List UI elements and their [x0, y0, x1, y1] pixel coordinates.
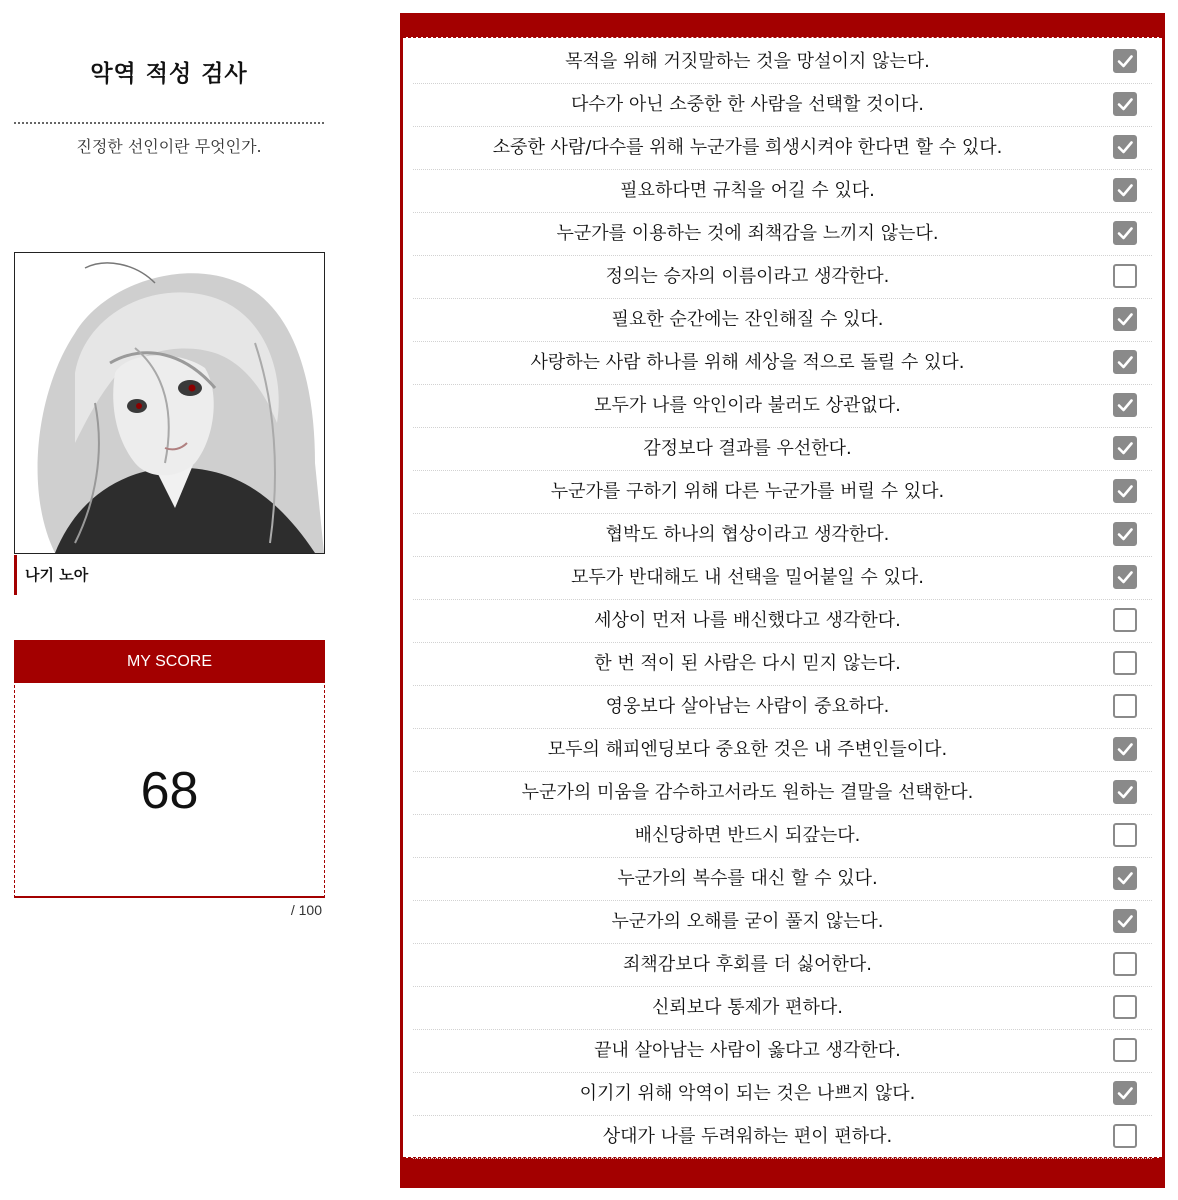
question-text: 소중한 사람/다수를 위해 누군가를 희생시켜야 한다면 할 수 있다. — [492, 137, 1003, 158]
question-row — [413, 814, 1152, 858]
checkmark-icon — [1116, 52, 1134, 70]
checkmark-icon — [1116, 740, 1134, 758]
question-checkbox[interactable] — [1113, 307, 1137, 331]
question-checkbox[interactable] — [1113, 737, 1137, 761]
question-text: 목적을 위해 거짓말하는 것을 망설이지 않는다. — [565, 51, 930, 72]
question-checkbox[interactable] — [1113, 92, 1137, 116]
score-value: 68 — [140, 762, 199, 820]
page-title: 악역 적성 검사 — [90, 60, 248, 87]
question-row — [413, 427, 1152, 471]
question-row — [413, 298, 1152, 342]
question-text: 한 번 적이 된 사람은 다시 믿지 않는다. — [594, 653, 901, 674]
checkmark-icon — [1116, 525, 1134, 543]
checkmark-icon — [1116, 181, 1134, 199]
question-row — [413, 900, 1152, 944]
question-checkbox[interactable] — [1113, 608, 1137, 632]
question-checkbox[interactable] — [1113, 651, 1137, 675]
question-text: 다수가 아닌 소중한 한 사람을 선택할 것이다. — [570, 94, 925, 115]
question-checkbox[interactable] — [1113, 866, 1137, 890]
question-row — [413, 771, 1152, 815]
question-text: 필요하다면 규칙을 어길 수 있다. — [620, 180, 875, 201]
question-text: 신뢰보다 통제가 편하다. — [651, 997, 844, 1018]
question-checkbox[interactable] — [1113, 1081, 1137, 1105]
checkmark-icon — [1116, 783, 1134, 801]
question-text: 배신당하면 반드시 되갚는다. — [634, 825, 861, 846]
question-row — [413, 599, 1152, 643]
checkmark-icon — [1116, 912, 1134, 930]
checkmark-icon — [1116, 138, 1134, 156]
checklist-body — [403, 37, 1162, 1158]
question-text: 정의는 승자의 이름이라고 생각한다. — [605, 266, 890, 287]
question-row — [413, 212, 1152, 256]
question-checkbox[interactable] — [1113, 522, 1137, 546]
question-row — [413, 255, 1152, 299]
question-checkbox[interactable] — [1113, 264, 1137, 288]
question-checkbox[interactable] — [1113, 350, 1137, 374]
question-text: 필요한 순간에는 잔인해질 수 있다. — [611, 309, 884, 330]
question-checkbox[interactable] — [1113, 135, 1137, 159]
question-checkbox[interactable] — [1113, 221, 1137, 245]
question-text: 죄책감보다 후회를 더 싫어한다. — [623, 954, 872, 975]
score-label: MY SCORE — [14, 640, 325, 683]
question-checkbox[interactable] — [1113, 1038, 1137, 1062]
page-subtitle: 진정한 선인이란 무엇인가. — [76, 137, 262, 156]
question-row — [413, 341, 1152, 385]
character-portrait — [14, 252, 325, 554]
checkmark-icon — [1116, 568, 1134, 586]
question-checkbox[interactable] — [1113, 178, 1137, 202]
question-checkbox[interactable] — [1113, 479, 1137, 503]
question-text: 모두의 해피엔딩보다 중요한 것은 내 주변인들이다. — [547, 739, 948, 760]
title-divider — [14, 122, 324, 124]
checkmark-icon — [1116, 396, 1134, 414]
question-row — [413, 126, 1152, 170]
question-row — [413, 943, 1152, 987]
question-text: 누군가의 오해를 굳이 풀지 않는다. — [611, 911, 884, 932]
question-row — [413, 513, 1152, 557]
question-row — [413, 83, 1152, 127]
checkmark-icon — [1116, 869, 1134, 887]
question-checkbox[interactable] — [1113, 1124, 1137, 1148]
question-checkbox[interactable] — [1113, 995, 1137, 1019]
question-text: 이기기 위해 악역이 되는 것은 나쁘지 않다. — [579, 1083, 916, 1104]
question-text: 끝내 살아남는 사람이 옳다고 생각한다. — [594, 1040, 901, 1061]
checkmark-icon — [1116, 95, 1134, 113]
question-row — [413, 1029, 1152, 1073]
question-text: 모두가 반대해도 내 선택을 밀어붙일 수 있다. — [570, 567, 925, 588]
question-checkbox[interactable] — [1113, 952, 1137, 976]
question-checklist — [400, 13, 1165, 1188]
question-text: 영웅보다 살아남는 사람이 중요하다. — [605, 696, 890, 717]
question-row — [413, 40, 1152, 84]
question-row — [413, 1072, 1152, 1116]
question-text: 감정보다 결과를 우선한다. — [643, 438, 852, 459]
question-checkbox[interactable] — [1113, 694, 1137, 718]
question-row — [413, 556, 1152, 600]
question-checkbox[interactable] — [1113, 49, 1137, 73]
question-checkbox[interactable] — [1113, 780, 1137, 804]
question-text: 누군가를 이용하는 것에 죄책감을 느끼지 않는다. — [556, 223, 939, 244]
question-checkbox[interactable] — [1113, 436, 1137, 460]
question-row — [413, 642, 1152, 686]
question-checkbox[interactable] — [1113, 393, 1137, 417]
checkmark-icon — [1116, 439, 1134, 457]
question-text: 누군가의 미움을 감수하고서라도 원하는 결말을 선택한다. — [521, 782, 974, 803]
question-row — [413, 728, 1152, 772]
question-row — [413, 685, 1152, 729]
checkmark-icon — [1116, 224, 1134, 242]
question-text: 누군가의 복수를 대신 할 수 있다. — [617, 868, 878, 889]
question-checkbox[interactable] — [1113, 565, 1137, 589]
question-text: 상대가 나를 두려워하는 편이 편하다. — [602, 1126, 893, 1147]
question-text: 세상이 먼저 나를 배신했다고 생각한다. — [594, 610, 901, 631]
question-row — [413, 857, 1152, 901]
question-text: 협박도 하나의 협상이라고 생각한다. — [605, 524, 890, 545]
question-checkbox[interactable] — [1113, 823, 1137, 847]
question-row — [413, 1115, 1152, 1159]
checkmark-icon — [1116, 353, 1134, 371]
question-text: 모두가 나를 악인이라 불러도 상관없다. — [594, 395, 901, 416]
question-text: 누군가를 구하기 위해 다른 누군가를 버릴 수 있다. — [550, 481, 945, 502]
question-checkbox[interactable] — [1113, 909, 1137, 933]
checkmark-icon — [1116, 1084, 1134, 1102]
question-row — [413, 986, 1152, 1030]
checkmark-icon — [1116, 310, 1134, 328]
score-panel — [14, 640, 325, 898]
character-name: 나기 노아 — [14, 555, 214, 595]
score-max: / 100 — [290, 902, 322, 918]
question-row — [413, 384, 1152, 428]
question-row — [413, 470, 1152, 514]
checkmark-icon — [1116, 482, 1134, 500]
question-text: 사랑하는 사람 하나를 위해 세상을 적으로 돌릴 수 있다. — [530, 352, 965, 373]
question-row — [413, 169, 1152, 213]
